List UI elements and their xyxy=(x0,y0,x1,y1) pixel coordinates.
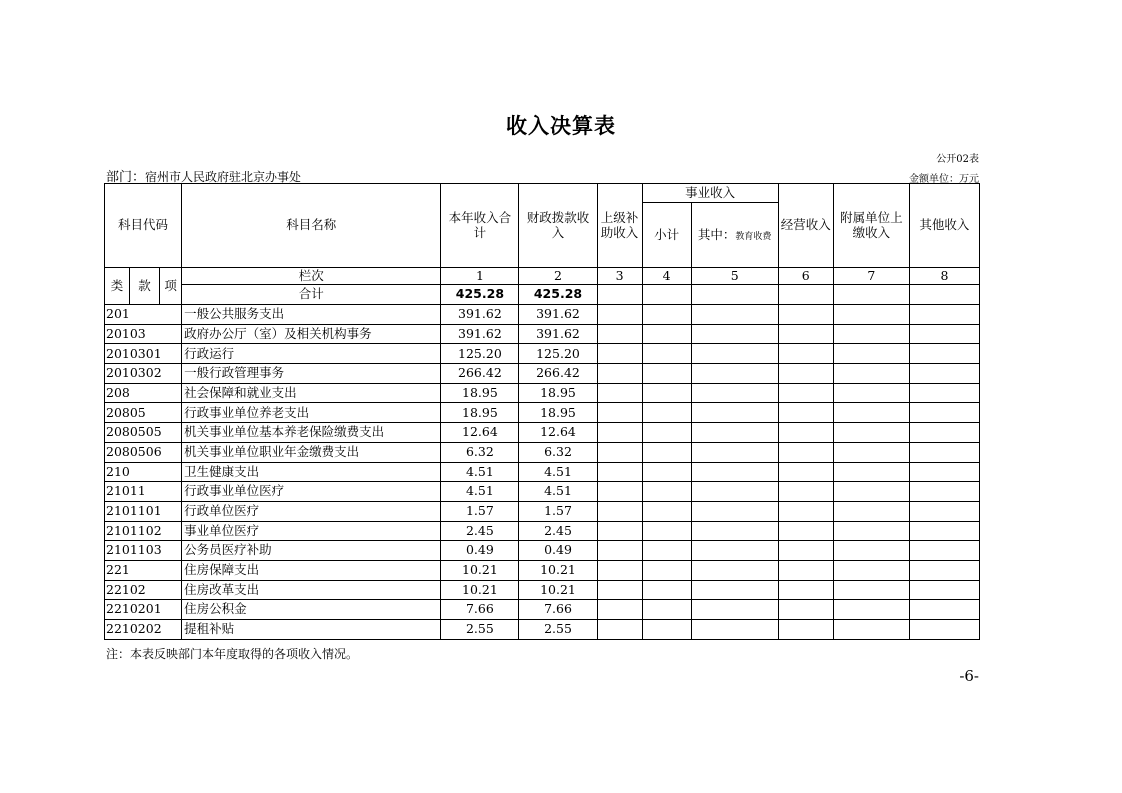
empty-cell xyxy=(691,541,778,561)
empty-cell xyxy=(833,324,909,344)
row-name: 行政事业单位养老支出 xyxy=(182,403,441,423)
empty-cell xyxy=(778,305,833,325)
row-fiscal: 10.21 xyxy=(519,580,597,600)
col-num-2: 2 xyxy=(519,268,597,285)
row-code: 2010302 xyxy=(105,364,182,384)
header-total: 本年收入合计 xyxy=(441,184,519,268)
row-fiscal: 7.66 xyxy=(519,600,597,620)
row-name: 住房公积金 xyxy=(182,600,441,620)
empty-cell xyxy=(597,423,642,443)
row-code: 2101101 xyxy=(105,501,182,521)
empty-cell xyxy=(778,521,833,541)
row-code: 2210201 xyxy=(105,600,182,620)
empty-cell xyxy=(691,521,778,541)
empty-cell xyxy=(833,423,909,443)
empty-cell xyxy=(909,324,979,344)
row-total: 10.21 xyxy=(441,560,519,580)
empty-cell xyxy=(691,305,778,325)
header-operating: 经营收入 xyxy=(778,184,833,268)
header-xiang: 项 xyxy=(160,268,182,305)
empty-cell xyxy=(691,620,778,640)
col-num-3: 3 xyxy=(597,268,642,285)
empty-cell xyxy=(909,305,979,325)
header-lei: 类 xyxy=(105,268,130,305)
row-name: 提租补贴 xyxy=(182,620,441,640)
empty-cell xyxy=(642,600,691,620)
row-name: 住房保障支出 xyxy=(182,560,441,580)
empty-cell xyxy=(691,423,778,443)
header-affiliate: 附属单位上缴收入 xyxy=(833,184,909,268)
row-name: 社会保障和就业支出 xyxy=(182,383,441,403)
empty-cell xyxy=(597,305,642,325)
row-name: 行政事业单位医疗 xyxy=(182,482,441,502)
empty-cell xyxy=(642,580,691,600)
row-fiscal: 391.62 xyxy=(519,324,597,344)
empty-cell xyxy=(909,482,979,502)
empty-cell xyxy=(778,383,833,403)
empty-cell xyxy=(778,344,833,364)
col-num-6: 6 xyxy=(778,268,833,285)
empty-cell xyxy=(642,442,691,462)
empty-cell xyxy=(642,462,691,482)
empty-cell xyxy=(909,560,979,580)
empty-cell xyxy=(597,344,642,364)
empty-cell xyxy=(597,620,642,640)
empty-cell xyxy=(642,285,691,305)
row-total: 1.57 xyxy=(441,501,519,521)
row-total: 125.20 xyxy=(441,344,519,364)
empty-cell xyxy=(833,620,909,640)
row-total: 391.62 xyxy=(441,324,519,344)
table-note: 注：本表反映部门本年度取得的各项收入情况。 xyxy=(106,647,359,661)
col-num-5: 5 xyxy=(691,268,778,285)
empty-cell xyxy=(833,541,909,561)
header-lanci: 栏次 xyxy=(182,268,441,285)
empty-cell xyxy=(778,600,833,620)
empty-cell xyxy=(642,364,691,384)
row-fiscal: 2.55 xyxy=(519,620,597,640)
row-total: 4.51 xyxy=(441,462,519,482)
empty-cell xyxy=(909,423,979,443)
table-row xyxy=(105,383,980,403)
row-code: 221 xyxy=(105,560,182,580)
row-total: 0.49 xyxy=(441,541,519,561)
col-num-4: 4 xyxy=(642,268,691,285)
header-business-group: 事业收入 xyxy=(642,184,778,203)
empty-cell xyxy=(778,541,833,561)
empty-cell xyxy=(833,462,909,482)
row-code: 2101102 xyxy=(105,521,182,541)
row-code: 210 xyxy=(105,462,182,482)
department-label: 部门： xyxy=(106,170,146,185)
empty-cell xyxy=(833,600,909,620)
empty-cell xyxy=(833,344,909,364)
table-row xyxy=(105,521,980,541)
row-name: 机关事业单位职业年金缴费支出 xyxy=(182,442,441,462)
table-row xyxy=(105,580,980,600)
income-table xyxy=(104,183,980,640)
row-fiscal: 2.45 xyxy=(519,521,597,541)
row-code: 22102 xyxy=(105,580,182,600)
header-row-1 xyxy=(105,184,980,203)
row-total: 10.21 xyxy=(441,580,519,600)
row-total: 4.51 xyxy=(441,482,519,502)
table-row xyxy=(105,501,980,521)
row-code: 2010301 xyxy=(105,344,182,364)
row-code: 2080505 xyxy=(105,423,182,443)
empty-cell xyxy=(833,383,909,403)
empty-cell xyxy=(642,541,691,561)
empty-cell xyxy=(909,442,979,462)
row-fiscal: 266.42 xyxy=(519,364,597,384)
empty-cell xyxy=(642,383,691,403)
department-name: 宿州市人民政府驻北京办事处 xyxy=(145,170,302,184)
empty-cell xyxy=(691,560,778,580)
row-code: 201 xyxy=(105,305,182,325)
row-fiscal: 4.51 xyxy=(519,462,597,482)
table-row xyxy=(105,423,980,443)
row-name: 行政单位医疗 xyxy=(182,501,441,521)
table-row xyxy=(105,620,980,640)
empty-cell xyxy=(909,501,979,521)
row-code: 20103 xyxy=(105,324,182,344)
empty-cell xyxy=(597,324,642,344)
empty-cell xyxy=(691,383,778,403)
table-row xyxy=(105,482,980,502)
empty-cell xyxy=(691,442,778,462)
empty-cell xyxy=(691,403,778,423)
empty-cell xyxy=(597,403,642,423)
row-total: 7.66 xyxy=(441,600,519,620)
empty-cell xyxy=(597,580,642,600)
empty-cell xyxy=(833,560,909,580)
row-fiscal: 18.95 xyxy=(519,383,597,403)
empty-cell xyxy=(833,442,909,462)
row-code: 208 xyxy=(105,383,182,403)
empty-cell xyxy=(597,364,642,384)
empty-cell xyxy=(642,324,691,344)
empty-cell xyxy=(642,482,691,502)
empty-cell xyxy=(597,541,642,561)
empty-cell xyxy=(909,383,979,403)
empty-cell xyxy=(597,285,642,305)
empty-cell xyxy=(691,482,778,502)
empty-cell xyxy=(833,403,909,423)
row-total: 2.45 xyxy=(441,521,519,541)
empty-cell xyxy=(778,442,833,462)
row-fiscal: 4.51 xyxy=(519,482,597,502)
empty-cell xyxy=(909,462,979,482)
row-code: 20805 xyxy=(105,403,182,423)
empty-cell xyxy=(691,285,778,305)
empty-cell xyxy=(691,462,778,482)
empty-cell xyxy=(691,580,778,600)
column-number-row xyxy=(105,268,980,285)
table-row xyxy=(105,305,980,325)
col-num-8: 8 xyxy=(909,268,979,285)
empty-cell xyxy=(597,600,642,620)
table-row xyxy=(105,403,980,423)
table-row xyxy=(105,541,980,561)
table-row xyxy=(105,462,980,482)
page-number: -6- xyxy=(959,667,979,685)
empty-cell xyxy=(691,364,778,384)
total-label: 合计 xyxy=(182,285,441,305)
empty-cell xyxy=(909,541,979,561)
empty-cell xyxy=(778,423,833,443)
empty-cell xyxy=(642,560,691,580)
empty-cell xyxy=(778,324,833,344)
row-fiscal: 1.57 xyxy=(519,501,597,521)
empty-cell xyxy=(597,383,642,403)
empty-cell xyxy=(642,521,691,541)
row-fiscal: 6.32 xyxy=(519,442,597,462)
empty-cell xyxy=(909,403,979,423)
empty-cell xyxy=(642,344,691,364)
page-title: 收入决算表 xyxy=(506,114,616,138)
empty-cell xyxy=(833,501,909,521)
empty-cell xyxy=(597,560,642,580)
row-fiscal: 18.95 xyxy=(519,403,597,423)
empty-cell xyxy=(833,305,909,325)
header-education-fee: 教育收费 xyxy=(735,231,772,242)
table-row xyxy=(105,344,980,364)
empty-cell xyxy=(778,620,833,640)
table-row xyxy=(105,442,980,462)
header-other: 其他收入 xyxy=(909,184,979,268)
empty-cell xyxy=(909,344,979,364)
empty-cell xyxy=(909,285,979,305)
empty-cell xyxy=(909,580,979,600)
empty-cell xyxy=(642,620,691,640)
row-name: 一般公共服务支出 xyxy=(182,305,441,325)
form-number: 公开02表 xyxy=(936,154,979,165)
table-row xyxy=(105,600,980,620)
empty-cell xyxy=(778,285,833,305)
row-code: 21011 xyxy=(105,482,182,502)
table-row xyxy=(105,364,980,384)
row-name: 公务员医疗补助 xyxy=(182,541,441,561)
empty-cell xyxy=(909,364,979,384)
empty-cell xyxy=(597,462,642,482)
row-name: 卫生健康支出 xyxy=(182,462,441,482)
row-total: 266.42 xyxy=(441,364,519,384)
table-row xyxy=(105,560,980,580)
empty-cell xyxy=(642,305,691,325)
header-name: 科目名称 xyxy=(182,184,441,268)
header-fiscal: 财政拨款收入 xyxy=(519,184,597,268)
row-total: 18.95 xyxy=(441,383,519,403)
empty-cell xyxy=(833,521,909,541)
row-fiscal: 0.49 xyxy=(519,541,597,561)
header-code: 科目代码 xyxy=(105,184,182,268)
empty-cell xyxy=(833,482,909,502)
row-total: 391.62 xyxy=(441,305,519,325)
total-amount: 425.28 xyxy=(441,285,519,305)
table-row xyxy=(105,324,980,344)
total-fiscal: 425.28 xyxy=(519,285,597,305)
empty-cell xyxy=(909,521,979,541)
row-fiscal: 391.62 xyxy=(519,305,597,325)
empty-cell xyxy=(691,324,778,344)
empty-cell xyxy=(778,482,833,502)
row-name: 事业单位医疗 xyxy=(182,521,441,541)
header-kuan: 款 xyxy=(130,268,160,305)
row-total: 6.32 xyxy=(441,442,519,462)
header-of-which: 其中： xyxy=(697,226,736,242)
empty-cell xyxy=(778,501,833,521)
empty-cell xyxy=(909,620,979,640)
empty-cell xyxy=(833,364,909,384)
header-subtotal: 小计 xyxy=(642,203,691,268)
empty-cell xyxy=(778,403,833,423)
amount-unit: 金额单位：万元 xyxy=(909,174,979,185)
row-total: 18.95 xyxy=(441,403,519,423)
empty-cell xyxy=(691,501,778,521)
empty-cell xyxy=(778,560,833,580)
row-name: 一般行政管理事务 xyxy=(182,364,441,384)
row-fiscal: 125.20 xyxy=(519,344,597,364)
empty-cell xyxy=(778,462,833,482)
row-total: 2.55 xyxy=(441,620,519,640)
empty-cell xyxy=(597,482,642,502)
empty-cell xyxy=(833,285,909,305)
header-upper: 上级补助收入 xyxy=(597,184,642,268)
empty-cell xyxy=(778,580,833,600)
empty-cell xyxy=(642,423,691,443)
row-code: 2210202 xyxy=(105,620,182,640)
row-fiscal: 10.21 xyxy=(519,560,597,580)
col-num-1: 1 xyxy=(441,268,519,285)
empty-cell xyxy=(691,344,778,364)
col-num-7: 7 xyxy=(833,268,909,285)
empty-cell xyxy=(691,600,778,620)
row-name: 行政运行 xyxy=(182,344,441,364)
empty-cell xyxy=(597,442,642,462)
row-fiscal: 12.64 xyxy=(519,423,597,443)
table-body xyxy=(105,305,980,640)
row-name: 住房改革支出 xyxy=(182,580,441,600)
empty-cell xyxy=(642,501,691,521)
header-education-cell xyxy=(691,203,778,268)
row-name: 政府办公厅（室）及相关机构事务 xyxy=(182,324,441,344)
empty-cell xyxy=(597,521,642,541)
row-name: 机关事业单位基本养老保险缴费支出 xyxy=(182,423,441,443)
row-code: 2080506 xyxy=(105,442,182,462)
empty-cell xyxy=(833,580,909,600)
row-total: 12.64 xyxy=(441,423,519,443)
empty-cell xyxy=(778,364,833,384)
total-row xyxy=(105,285,980,305)
empty-cell xyxy=(909,600,979,620)
row-code: 2101103 xyxy=(105,541,182,561)
empty-cell xyxy=(597,501,642,521)
empty-cell xyxy=(642,403,691,423)
